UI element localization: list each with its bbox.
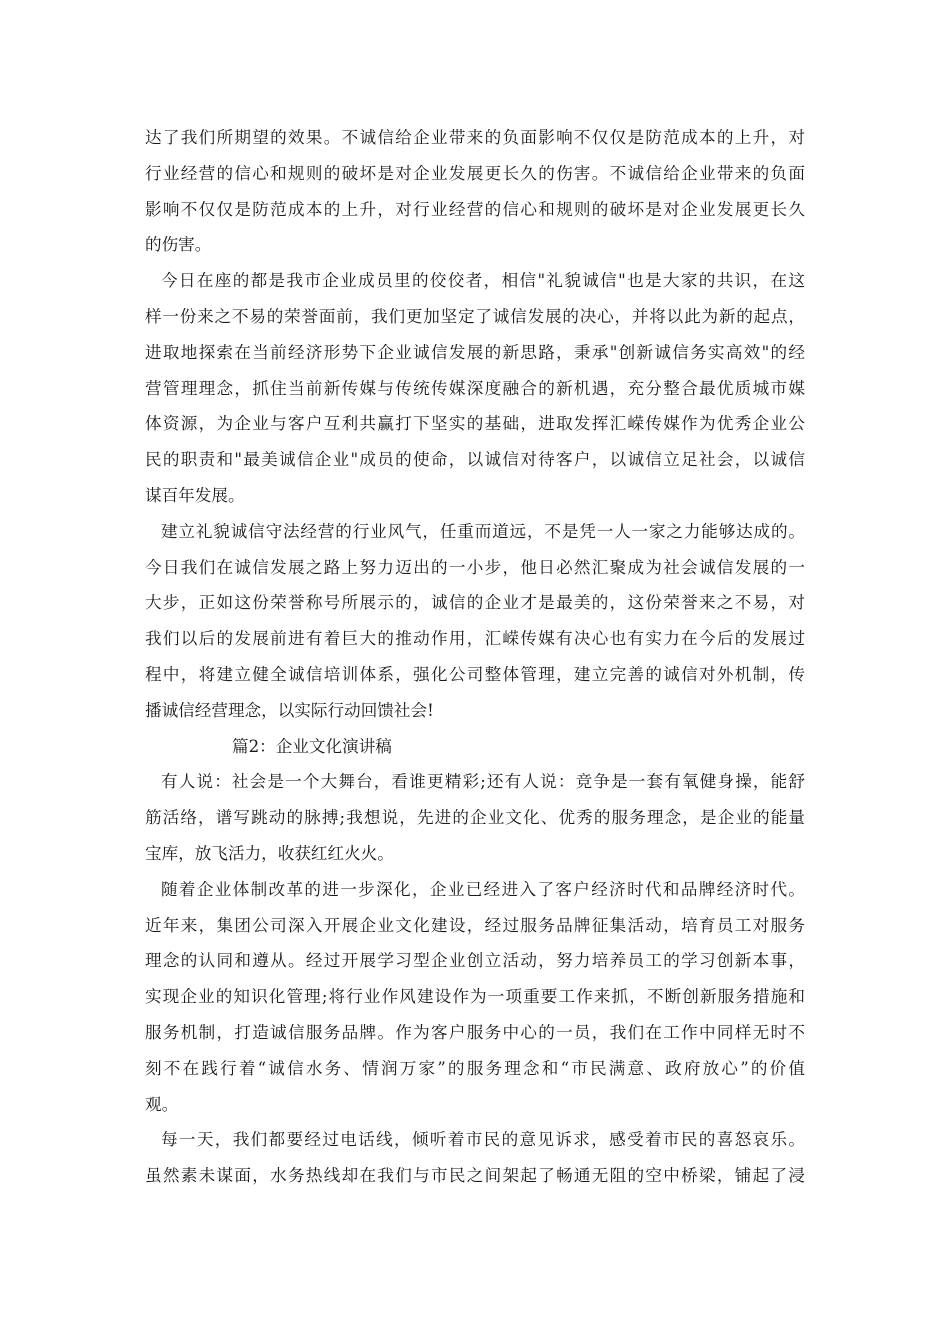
text-line: 营管理理念，抓住当前新传媒与传统传媒深度融合的新机遇，充分整合最优质城市媒 xyxy=(145,378,805,398)
text-line: 观。 xyxy=(145,1094,179,1114)
text-line: 影响不仅仅是防范成本的上升，对行业经营的信心和规则的破坏是对企业发展更长久 xyxy=(145,199,805,219)
text-line: 达了我们所期望的效果。不诚信给企业带来的负面影响不仅仅是防范成本的上升，对 xyxy=(145,128,805,147)
paragraph-start-line: 每一天，我们都要经过电话线，倾听着市民的意见诉求，感受着市民的喜怒哀乐。 xyxy=(161,1130,805,1150)
text-line: 虽然素未谋面，水务热线却在我们与市民之间架起了畅通无阻的空中桥梁，铺起了浸 xyxy=(145,1166,805,1186)
text-line: 刻不在践行着“诚信水务、情润万家”的服务理念和“市民满意、政府放心”的价值 xyxy=(145,1058,805,1078)
text-line: 体资源，为企业与客户互利共赢打下坚实的基础，进取发挥汇嵘传媒作为优秀企业公 xyxy=(145,414,805,434)
text-line: 行业经营的信心和规则的破坏是对企业发展更长久的伤害。不诚信给企业带来的负面 xyxy=(145,163,805,183)
text-line: 宝库，放飞活力，收获红红火火。 xyxy=(145,843,394,863)
text-line: 今日我们在诚信发展之路上努力迈出的一小步，他日必然汇聚成为社会诚信发展的一 xyxy=(145,557,805,577)
text-line: 我们以后的发展前进有着巨大的推动作用，汇嵘传媒有决心也有实力在今后的发展过 xyxy=(145,629,805,649)
text-line: 服务机制，打造诚信服务品牌。作为客户服务中心的一员，我们在工作中同样无时不 xyxy=(145,1022,805,1042)
text-line: 筋活络，谱写跳动的脉搏;我想说，先进的企业文化、优秀的服务理念，是企业的能量 xyxy=(145,808,805,828)
text-line: 民的职责和"最美诚信企业"成员的使命，以诚信对待客户，以诚信立足社会，以诚信 xyxy=(145,450,805,470)
text-line: 程中，将建立健全诚信培训体系，强化公司整体管理，建立完善的诚信对外机制，传 xyxy=(145,664,805,684)
text-line: 进取地探索在当前经济形势下企业诚信发展的新思路，秉承"创新诚信务实高效"的经 xyxy=(145,342,805,362)
text-line: 谋百年发展。 xyxy=(145,485,245,505)
paragraph-start-line: 随着企业体制改革的进一步深化，企业已经进入了客户经济时代和品牌经济时代。 xyxy=(161,879,805,899)
text-line: 大步，正如这份荣誉称号所展示的，诚信的企业才是最美的，这份荣誉来之不易，对 xyxy=(145,593,805,613)
document-page xyxy=(145,120,805,1194)
section-heading: 篇2：企业文化演讲稿 xyxy=(232,736,392,756)
text-line: 理念的认同和遵从。经过开展学习型企业创立活动，努力培养员工的学习创新本事， xyxy=(145,951,805,971)
paragraph-start-line: 有人说：社会是一个大舞台，看谁更精彩;还有人说：竞争是一套有氧健身操，能舒 xyxy=(161,772,805,792)
text-line: 播诚信经营理念，以实际行动回馈社会! xyxy=(145,700,434,720)
text-line: 的伤害。 xyxy=(145,235,212,255)
paragraph-start-line: 建立礼貌诚信守法经营的行业风气，任重而道远，不是凭一人一家之力能够达成的。 xyxy=(161,521,805,541)
paragraph-start-line: 今日在座的都是我市企业成员里的佼佼者，相信"礼貌诚信"也是大家的共识，在这 xyxy=(161,271,805,291)
text-line: 样一份来之不易的荣誉面前，我们更加坚定了诚信发展的决心，并将以此为新的起点， xyxy=(145,306,805,326)
text-line: 实现企业的知识化管理;将行业作风建设作为一项重要工作来抓，不断创新服务措施和 xyxy=(145,987,805,1007)
text-line: 近年来，集团公司深入开展企业文化建设，经过服务品牌征集活动，培育员工对服务 xyxy=(145,915,805,935)
